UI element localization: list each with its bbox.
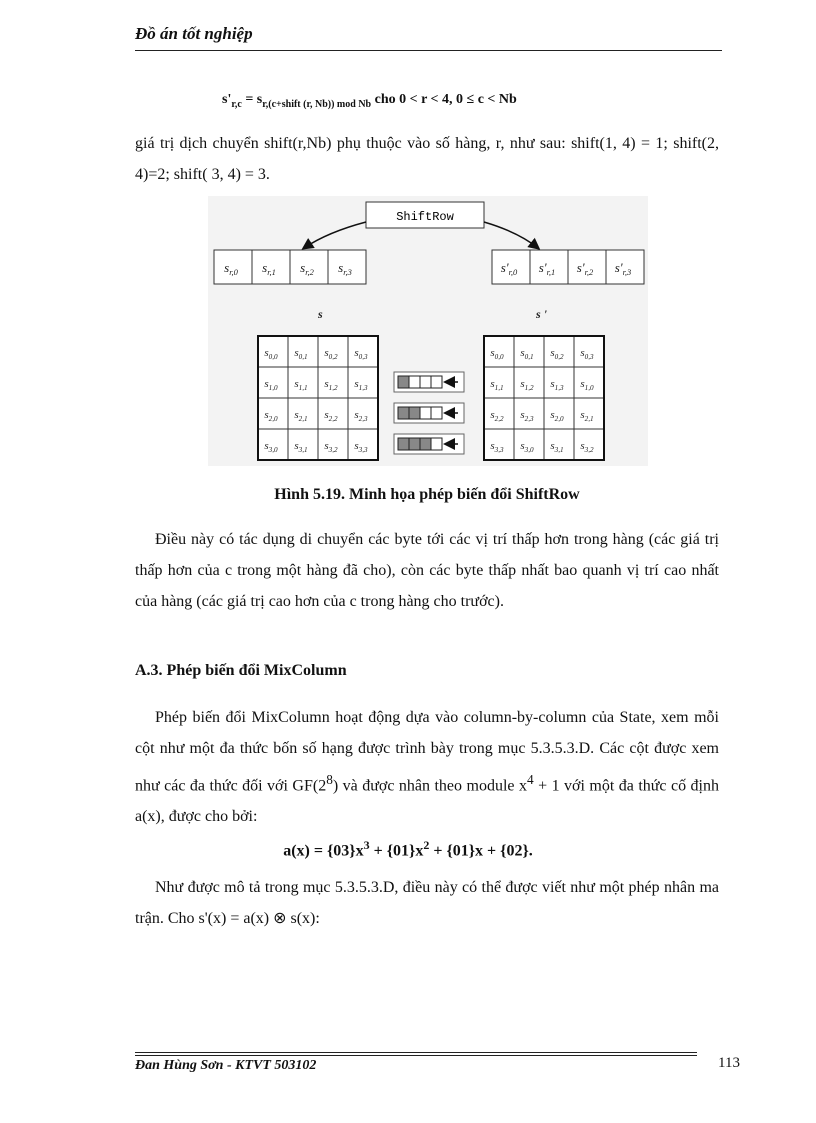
shift-icon-slot <box>409 376 420 388</box>
state-out-cell-label: $s_{0,2}$ <box>550 347 564 361</box>
row-out-cell-label: $s'_{r,3}$ <box>614 260 632 277</box>
page-number: 113 <box>718 1055 740 1071</box>
state-out-cell-label: $s_{2,2}$ <box>490 409 504 423</box>
shift-icon-slot <box>409 438 420 450</box>
state-in-cell <box>258 429 288 460</box>
state-out-cell-label: $s_{1,1}$ <box>490 378 504 392</box>
shift-icon-slot <box>398 407 409 419</box>
state-out-cell <box>574 429 604 460</box>
state-in-cell-label: $s_{1,0}$ <box>264 378 278 392</box>
shift-icon-slot <box>420 438 431 450</box>
state-in-cell-label: $s_{0,2}$ <box>324 347 338 361</box>
state-in-cell <box>288 367 318 398</box>
state-out-cell-label: $s_{3,2}$ <box>580 440 594 454</box>
state-out-cell <box>544 367 574 398</box>
state-out-cell <box>544 336 574 367</box>
shift-icon-slot <box>398 438 409 450</box>
state-out-cell-label: $s_{0,0}$ <box>490 347 504 361</box>
state-in-cell-label: $s_{0,1}$ <box>294 347 308 361</box>
state-out-label: s ' <box>536 307 548 321</box>
state-in-cell-label: $s_{2,0}$ <box>264 409 278 423</box>
state-out-cell-label: $s_{2,1}$ <box>580 409 594 423</box>
state-in-cell-label: $s_{3,0}$ <box>264 440 278 454</box>
row-in-cell-label: $s_{r,1}$ <box>262 260 276 277</box>
paragraph-shift-effect: Điều này có tác dụng di chuyển các byte tới các vị trí thấp hơn trong hàng (các giá trị thấp hơn của c trong một hàng đã cho), còn các byte thấp nhất bao quanh vị trí cao nhất của hàng (các giá trị cao hơn của c trong hàng cho trước). <box>135 531 719 610</box>
state-in-cell-label: $s_{2,2}$ <box>324 409 338 423</box>
state-in-cell <box>318 336 348 367</box>
shift-icon-slot <box>431 438 442 450</box>
arrow-left <box>304 222 366 248</box>
state-out-cell <box>484 398 514 429</box>
shift-icon-slot <box>398 376 409 388</box>
state-in-cell-label: $s_{2,1}$ <box>294 409 308 423</box>
state-in-cell <box>348 398 378 429</box>
state-out-cell <box>484 336 514 367</box>
shift-formula: $s'_{r,c} = s_{r,(c+shift (r, Nb)) mod Nb}$ cho 0 < r < 4, 0 ≤ c < Nb <box>222 92 517 110</box>
state-out-cell <box>514 336 544 367</box>
state-in-cell <box>288 429 318 460</box>
state-in-cell-label: $s_{1,3}$ <box>354 378 368 392</box>
row-in-cell-label: $s_{r,3}$ <box>338 260 352 277</box>
row-out-cell-label: $s'_{r,0}$ <box>500 260 518 277</box>
row-in-cell-label: $s_{r,2}$ <box>300 260 314 277</box>
arrow-right <box>484 222 538 248</box>
state-in-cell-label: $s_{2,3}$ <box>354 409 368 423</box>
shift-icon-slot <box>409 407 420 419</box>
row-out-cell-label: $s'_{r,2}$ <box>576 260 594 277</box>
state-in-cell <box>318 429 348 460</box>
state-out-cell <box>514 367 544 398</box>
shiftrow-diagram <box>208 196 648 466</box>
state-in-cell-label: $s_{3,3}$ <box>354 440 368 454</box>
state-in-cell <box>348 429 378 460</box>
row-out-cell-label: $s'_{r,1}$ <box>538 260 556 277</box>
shift-icon-slot <box>431 376 442 388</box>
state-out-cell-label: $s_{2,0}$ <box>550 409 564 423</box>
mixcolumn-formula: $a(x) = \{03\}x^3 + \{01\}x^2 + \{01\}x + \{02\}$. <box>283 838 533 860</box>
state-in-cell <box>318 367 348 398</box>
paragraph-shift-values: giá trị dịch chuyển shift(r,Nb) phụ thuộc vào số hàng, r, như sau: shift(1, 4) = 1; shift(2, 4)=2; shift( 3, 4) = 3. <box>135 135 719 183</box>
header-title: Đồ án tốt nghiệp <box>135 24 253 43</box>
footer-rule-double <box>135 1055 697 1056</box>
state-in-cell <box>348 367 378 398</box>
state-in-cell-label: $s_{0,0}$ <box>264 347 278 361</box>
state-in-cell <box>258 398 288 429</box>
state-in-cell-label: $s_{1,2}$ <box>324 378 338 392</box>
section-heading: A.3. Phép biến đổi MixColumn <box>135 662 347 679</box>
paragraph-matrix: Như được mô tả trong mục 5.3.5.3.D, điều này có thể được viết như một phép nhân ma trận. Cho s'(x) = a(x) ⊗ s(x): <box>135 879 719 927</box>
state-out-cell-label: $s_{1,0}$ <box>580 378 594 392</box>
state-out-cell <box>484 429 514 460</box>
state-out-cell-label: $s_{1,2}$ <box>520 378 534 392</box>
state-out-cell-label: $s_{3,3}$ <box>490 440 504 454</box>
shift-icons <box>394 372 464 454</box>
state-in-label: s <box>318 307 323 321</box>
state-out-cell <box>544 398 574 429</box>
state-in-grid <box>258 336 378 460</box>
state-out-cell-label: $s_{0,3}$ <box>580 347 594 361</box>
state-out-cell <box>574 367 604 398</box>
state-in-cell <box>258 336 288 367</box>
header-rule <box>135 50 722 51</box>
figure-caption: Hình 5.19. Minh họa phép biến đổi ShiftRow <box>274 486 580 503</box>
state-in-cell-label: $s_{0,3}$ <box>354 347 368 361</box>
state-out-cell-label: $s_{3,1}$ <box>550 440 564 454</box>
state-in-cell-label: $s_{3,2}$ <box>324 440 338 454</box>
state-out-cell-label: $s_{0,1}$ <box>520 347 534 361</box>
state-in-cell-label: $s_{1,1}$ <box>294 378 308 392</box>
footer-author: Đan Hùng Sơn - KTVT 503102 <box>135 1058 317 1073</box>
row-in <box>214 250 366 284</box>
shift-icon-slot <box>431 407 442 419</box>
paragraph-mixcolumn: Phép biến đổi MixColumn hoạt động dựa vào column-by-column của State, xem mỗi cột như một đa thức bốn số hạng được trình bày trong mục 5.3.5.3.D. Các cột được xem như các đa thức đối với $GF(2^8)$ và được nhân theo module $x^4 + 1$ với một đa thức cố định a(x), được cho bởi: <box>135 709 719 826</box>
shift-icon-slot <box>420 376 431 388</box>
state-out-cell <box>574 398 604 429</box>
shiftrow-figure <box>208 196 648 466</box>
row-out <box>492 250 644 284</box>
state-out-cell-label: $s_{3,0}$ <box>520 440 534 454</box>
state-in-cell-label: $s_{3,1}$ <box>294 440 308 454</box>
state-out-cell <box>484 367 514 398</box>
state-out-cell <box>574 336 604 367</box>
footer-rule <box>135 1052 697 1053</box>
state-out-cell <box>544 429 574 460</box>
state-out-cell <box>514 429 544 460</box>
state-in-cell <box>258 367 288 398</box>
shiftrow-box-label: ShiftRow <box>396 210 454 224</box>
state-in-cell <box>288 336 318 367</box>
state-in-cell <box>318 398 348 429</box>
row-in-cell-label: $s_{r,0}$ <box>224 260 238 277</box>
state-in-cell <box>288 398 318 429</box>
state-out-cell-label: $s_{1,3}$ <box>550 378 564 392</box>
shift-icon-slot <box>420 407 431 419</box>
state-out-grid <box>484 336 604 460</box>
state-out-cell-label: $s_{2,3}$ <box>520 409 534 423</box>
state-out-cell <box>514 398 544 429</box>
state-in-cell <box>348 336 378 367</box>
